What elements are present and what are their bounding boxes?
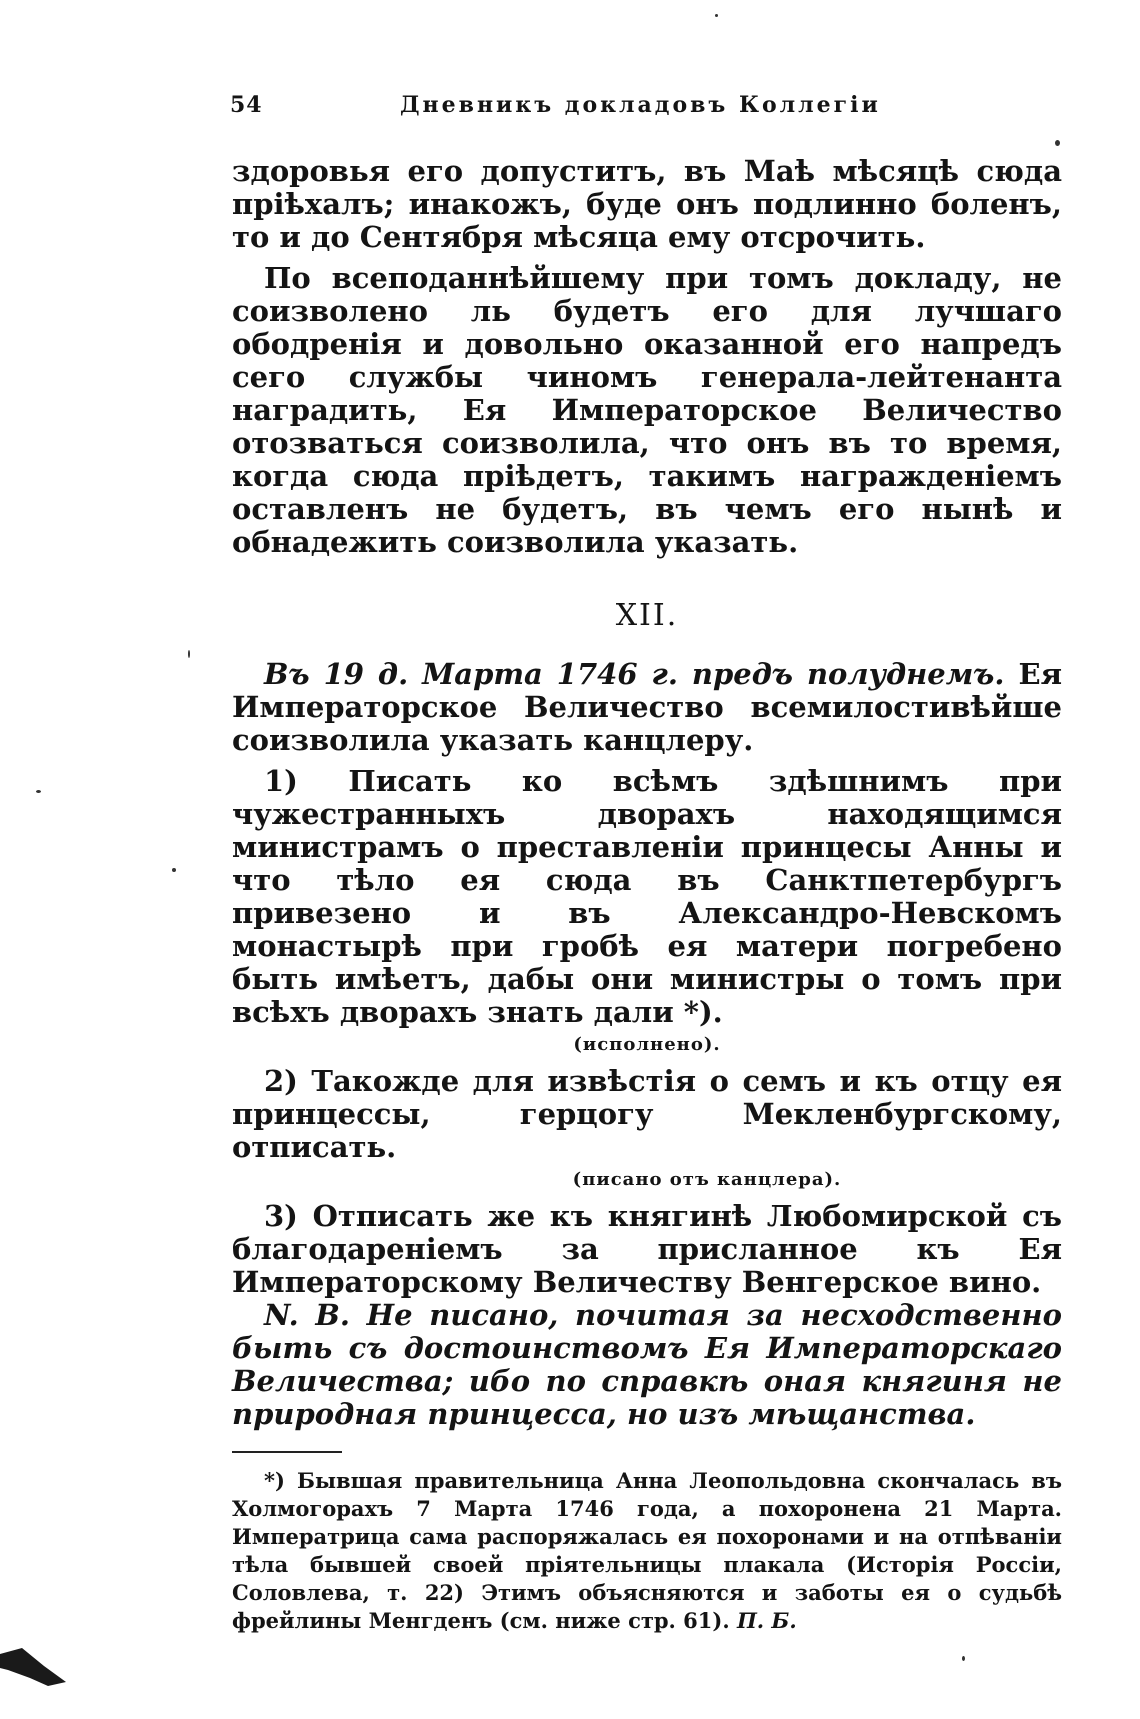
- item-1-note: (исполнено).: [573, 1034, 721, 1055]
- footnote-rule: [232, 1451, 342, 1453]
- running-title: Дневникъ докладовъ Коллегіи: [400, 92, 881, 118]
- print-speck: [962, 1656, 965, 1661]
- paragraph-continuation: здоровья его допуститъ, въ Маѣ мѣсяцѣ сюда пріѣхалъ; инакожъ, буде онъ подлинно боленъ, то и до Сентября мѣсяца ему отсрочить.: [232, 154, 1062, 254]
- item-1: 1) Писать ко всѣмъ здѣшнимъ при чужестранныхъ дворахъ находящимся министрамъ о преставленіи принцесы Анны и что тѣло ея сюда въ Санктпетербургъ привезено и въ Александро-Невскомъ монастырѣ при гробѣ ея матери погребено быть имѣетъ, дабы они министры о томъ при всѣхъ дворахъ знать дали *).: [232, 764, 1062, 1029]
- item-2-note: (писано отъ канцлера).: [572, 1169, 842, 1190]
- date-rest: Ея Императорское Величество всемилостивѣйше соизволила указать канцлеру.: [232, 657, 1062, 757]
- print-speck: [715, 14, 718, 17]
- print-speck: [36, 790, 41, 793]
- print-speck: [172, 868, 176, 872]
- ink-blot-icon: [0, 1648, 70, 1688]
- footnote: [232, 1467, 1062, 1635]
- page-header: [230, 92, 1060, 132]
- footnote-signature: П. Б.: [736, 1608, 797, 1633]
- print-speck: [188, 650, 190, 658]
- paragraph-report: По всеподаннѣйшему при томъ докладу, не соизволено ль будетъ его для лучшаго ободренія и довольно оказанной его напредъ сего службы чиномъ генерала-лейтенанта наградить, Ея Императорское Величество отозваться соизволила, что онъ въ то время, когда сюда пріѣдетъ, такимъ награжденіемъ оставленъ не будетъ, въ чемъ его нынѣ и обнадежить соизволила указать.: [232, 261, 1062, 559]
- item-3: 3) Отписать же къ княгинѣ Любомирской съ благодареніемъ за присланное къ Ея Императорскому Величеству Венгерское вино.: [232, 1199, 1062, 1299]
- nota-bene: N. B. Не писано, почитая за несходственно быть съ достоинствомъ Ея Императорскаго Величества; ибо по справкѣ оная княгиня не природная принцесса, но изъ мѣщанства.: [232, 1298, 1062, 1431]
- page-number: 54: [230, 92, 263, 118]
- item-2: 2) Такожде для извѣстія о семъ и къ отцу ея принцессы, герцогу Мекленбургскому, отписать.: [232, 1064, 1062, 1164]
- date-lead: Въ 19 д. Марта 1746 г. предъ полуднемъ.: [264, 657, 1005, 691]
- page-body: [232, 155, 1062, 1635]
- section-heading: XII.: [615, 598, 679, 633]
- print-speck: [1055, 140, 1060, 146]
- paragraph-date: [232, 658, 1062, 757]
- footnote-text: *) Бывшая правительница Анна Леопольдовна скончалась въ Холмогорахъ 7 Марта 1746 года, а похоронена 21 Марта. Императрица сама распоряжалась ея похоронами и на отпѣваніи тѣла бывшей своей пріятельницы плакала (Исторія Россіи, Соловлева, т. 22) Этимъ объясняются и заботы ея о судьбѣ фрейлины Менгденъ (см. ниже стр. 61).: [232, 1468, 1062, 1633]
